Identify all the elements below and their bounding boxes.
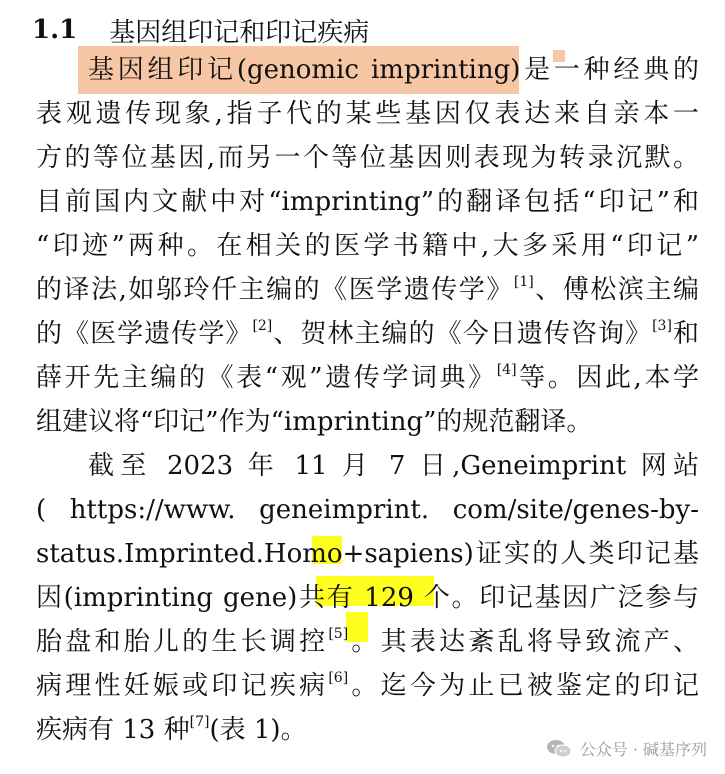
paragraph-line: 胎盘和胎儿的生长调控[5]。其表达紊乱将导致流产、 — [36, 626, 699, 657]
citation-ref: [5] — [328, 626, 349, 642]
paragraph-line: ( https://www. geneimprint. com/site/genes-by- — [36, 495, 699, 525]
paragraph-line: 的《医学遗传学》[2]、贺林主编的《今日遗传咨询》[3]和 — [36, 318, 699, 349]
paragraph-line: 薛开先主编的《表“观”遗传学词典》[4]等。因此,本学 — [36, 362, 699, 393]
paragraph-line: 因(imprinting gene)共有 129 个。印记基因广泛参与 — [36, 583, 699, 613]
citation-ref: [1] — [513, 274, 534, 290]
wechat-icon — [546, 739, 572, 759]
citation-ref: [6] — [328, 670, 349, 686]
paragraph-line: 方的等位基因,而另一个等位基因则表现为转录沉默。 — [36, 143, 699, 173]
citation-ref: [2] — [252, 318, 273, 334]
paragraph-line: 目前国内文献中对“imprinting”的翻译包括“印记”和 — [36, 187, 699, 217]
watermark-text: 公众号 · 碱基序列 — [579, 740, 707, 759]
highlighted-term: 基因组印记(genomic imprinting) — [88, 55, 521, 85]
paragraph-line: 的译法,如邬玲仟主编的《医学遗传学》[1]、傅松滨主编 — [36, 274, 699, 305]
paragraph-line: “印迹”两种。在相关的医学书籍中,大多采用“印记” — [36, 231, 699, 261]
paragraph-line: 组建议将“印记”作为“imprinting”的规范翻译。 — [36, 407, 593, 437]
citation-ref: [4] — [496, 362, 517, 378]
paragraph-line: status.Imprinted.Homo+sapiens)证实的人类印记基 — [36, 539, 699, 569]
section-number: 1.1 — [32, 15, 78, 45]
paragraph-line: 基因组印记(genomic imprinting)是一种经典的 — [88, 55, 699, 85]
citation-ref: [3] — [652, 318, 672, 334]
paragraph-line: 病理性妊娠或印记疾病[6]。迄今为止已被鉴定的印记 — [36, 670, 699, 701]
section-heading — [32, 10, 369, 50]
paragraph-line: 疾病有 13 种[7](表 1)。 — [36, 714, 307, 745]
paragraph-line: 截至 2023 年 11 月 7 日,Geneimprint 网站 — [88, 451, 699, 481]
citation-ref: [7] — [189, 714, 210, 730]
section-title: 基因组印记和印记疾病 — [109, 17, 370, 48]
watermark — [546, 737, 707, 760]
paragraph-line: 表观遗传现象,指子代的某些基因仅表达来自亲本一 — [36, 99, 699, 129]
